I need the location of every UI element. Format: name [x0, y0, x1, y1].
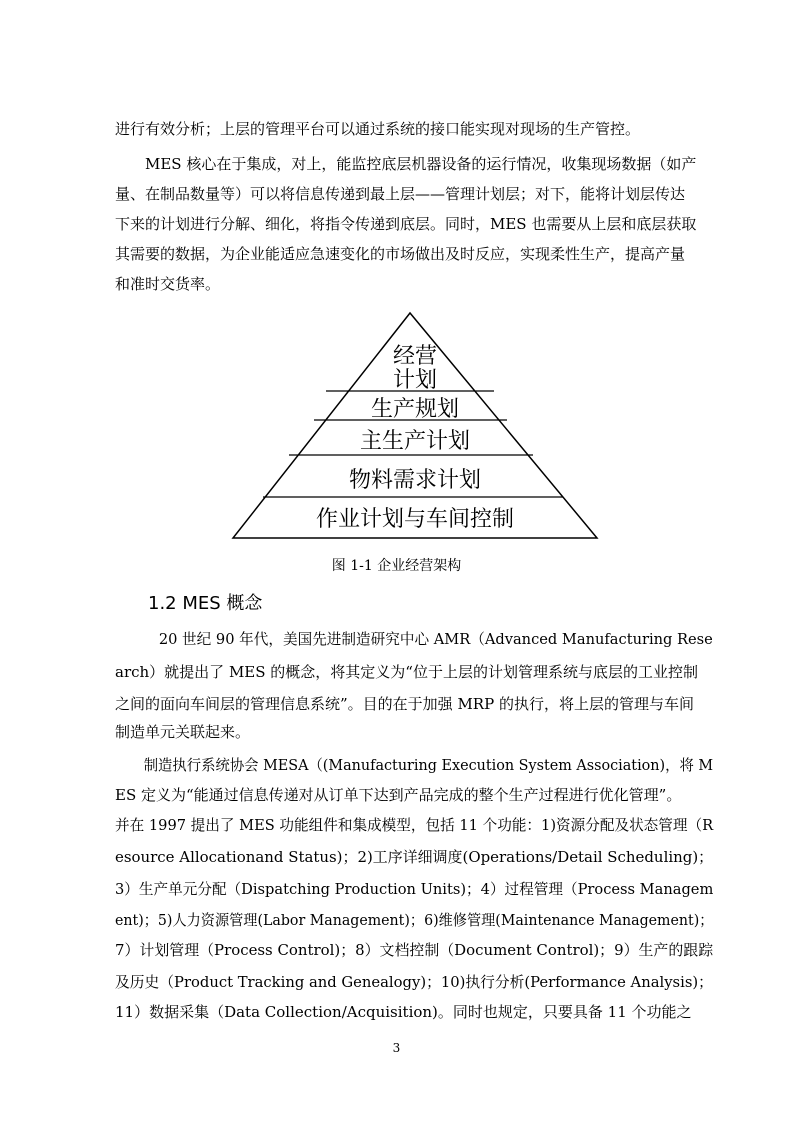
- body-line: arch）就提出了 MES 的概念，将其定义为“位于上层的计划管理系统与底层的工业控制: [115, 663, 698, 681]
- body-line: esource Allocationand Status)；2)工序详细调度(Operations/Detail Scheduling)；: [115, 848, 714, 866]
- body-line: ent)；5)人力资源管理(Labor Management)；6)维修管理(Maintenance Management)；: [115, 911, 714, 929]
- paragraph-line: 和准时交货率。: [115, 275, 221, 293]
- paragraph-line: 量、在制品数量等）可以将信息传递到最上层——管理计划层；对下，能将计划层传达: [115, 185, 686, 203]
- paragraph-line: MES 核心在于集成，对上，能监控底层机器设备的运行情况，收集现场数据（如产: [115, 155, 697, 173]
- body-line: 7）计划管理（Process Control)；8）文档控制（Document Control)；9）生产的跟踪: [115, 941, 714, 959]
- paragraph-line: 下来的计划进行分解、细化，将指令传递到底层。同时，MES 也需要从上层和底层获取: [115, 215, 697, 233]
- level-label: 物料需求计划: [348, 468, 482, 493]
- figure-caption: 图 1-1 企业经营架构: [331, 558, 462, 574]
- body-line: 11）数据采集（Data Collection/Acquisition)。同时也规定，只要具备 11 个功能之: [115, 1003, 692, 1021]
- page-number: 3: [392, 1041, 401, 1055]
- level-label: 经营: [392, 344, 438, 369]
- body-line: ES 定义为“能通过信息传递对从订单下达到产品完成的整个生产过程进行优化管理”。: [115, 786, 682, 804]
- body-line: 之间的面向车间层的管理信息系统”。目的在于加强 MRP 的执行，将上层的管理与车间: [115, 695, 694, 713]
- body-line: 20 世纪 90 年代，美国先进制造研究中心 AMR（Advanced Manufacturing Rese: [115, 630, 713, 648]
- paragraph-line: 其需要的数据，为企业能适应急速变化的市场做出及时反应，实现柔性生产，提高产量: [115, 245, 686, 263]
- level-label: 生产规划: [370, 397, 460, 422]
- body-line: 及历史（Product Tracking and Genealogy)；10)执行分析(Performance Analysis)；: [115, 973, 713, 991]
- body-line: 制造执行系统协会 MESA（(Manufacturing Execution System Association)，将 M: [115, 756, 714, 774]
- level-label: 计划: [392, 368, 438, 393]
- level-label: 作业计划与车间控制: [315, 507, 515, 532]
- body-line: 3）生产单元分配（Dispatching Production Units)；4）过程管理（Process Managem: [115, 880, 714, 898]
- body-line: 制造单元关联起来。: [115, 723, 251, 741]
- level-label: 主生产计划: [359, 429, 471, 454]
- section-heading: 1.2 MES 概念: [148, 593, 263, 614]
- body-line: 并在 1997 提出了 MES 功能组件和集成模型，包括 11 个功能：1)资源分配及状态管理（R: [115, 816, 714, 834]
- pyramid-diagram: [230, 310, 600, 542]
- paragraph-line: 进行有效分析；上层的管理平台可以通过系统的接口能实现对现场的生产管控。: [115, 120, 641, 138]
